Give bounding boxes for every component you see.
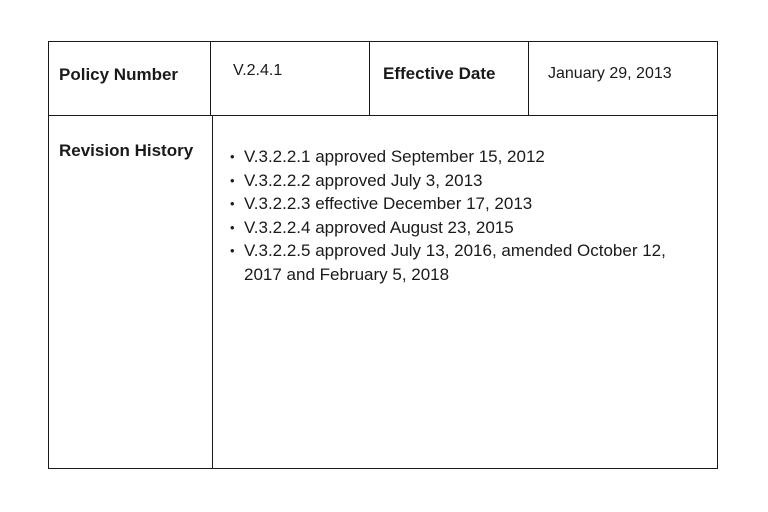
policy-number-label: Policy Number xyxy=(59,65,179,84)
effective-date-label-cell xyxy=(370,42,529,115)
policy-number-value: V.2.4.1 xyxy=(233,62,283,79)
revision-item: • V.3.2.2.5 approved July 13, 2016, amended October 12, 2017 and February 5, 2018 xyxy=(230,239,700,286)
revision-history-list xyxy=(230,145,700,286)
revision-item: • V.3.2.2.2 approved July 3, 2013 xyxy=(230,169,700,193)
policy-table xyxy=(48,41,718,469)
revision-history-label: Revision History xyxy=(59,141,194,160)
effective-date-label: Effective Date xyxy=(383,64,496,83)
policy-number-value-cell xyxy=(211,42,370,115)
effective-date-value-cell xyxy=(529,42,717,115)
revision-item: • V.3.2.2.3 effective December 17, 2013 xyxy=(230,192,700,216)
revision-history-label-cell xyxy=(49,116,213,469)
revision-item: • V.3.2.2.1 approved September 15, 2012 xyxy=(230,145,700,169)
revision-item: • V.3.2.2.4 approved August 23, 2015 xyxy=(230,216,700,240)
policy-header-row xyxy=(49,42,717,116)
policy-number-label-cell xyxy=(49,42,211,115)
effective-date-value: January 29, 2013 xyxy=(548,65,672,82)
revision-history-row xyxy=(49,116,717,469)
